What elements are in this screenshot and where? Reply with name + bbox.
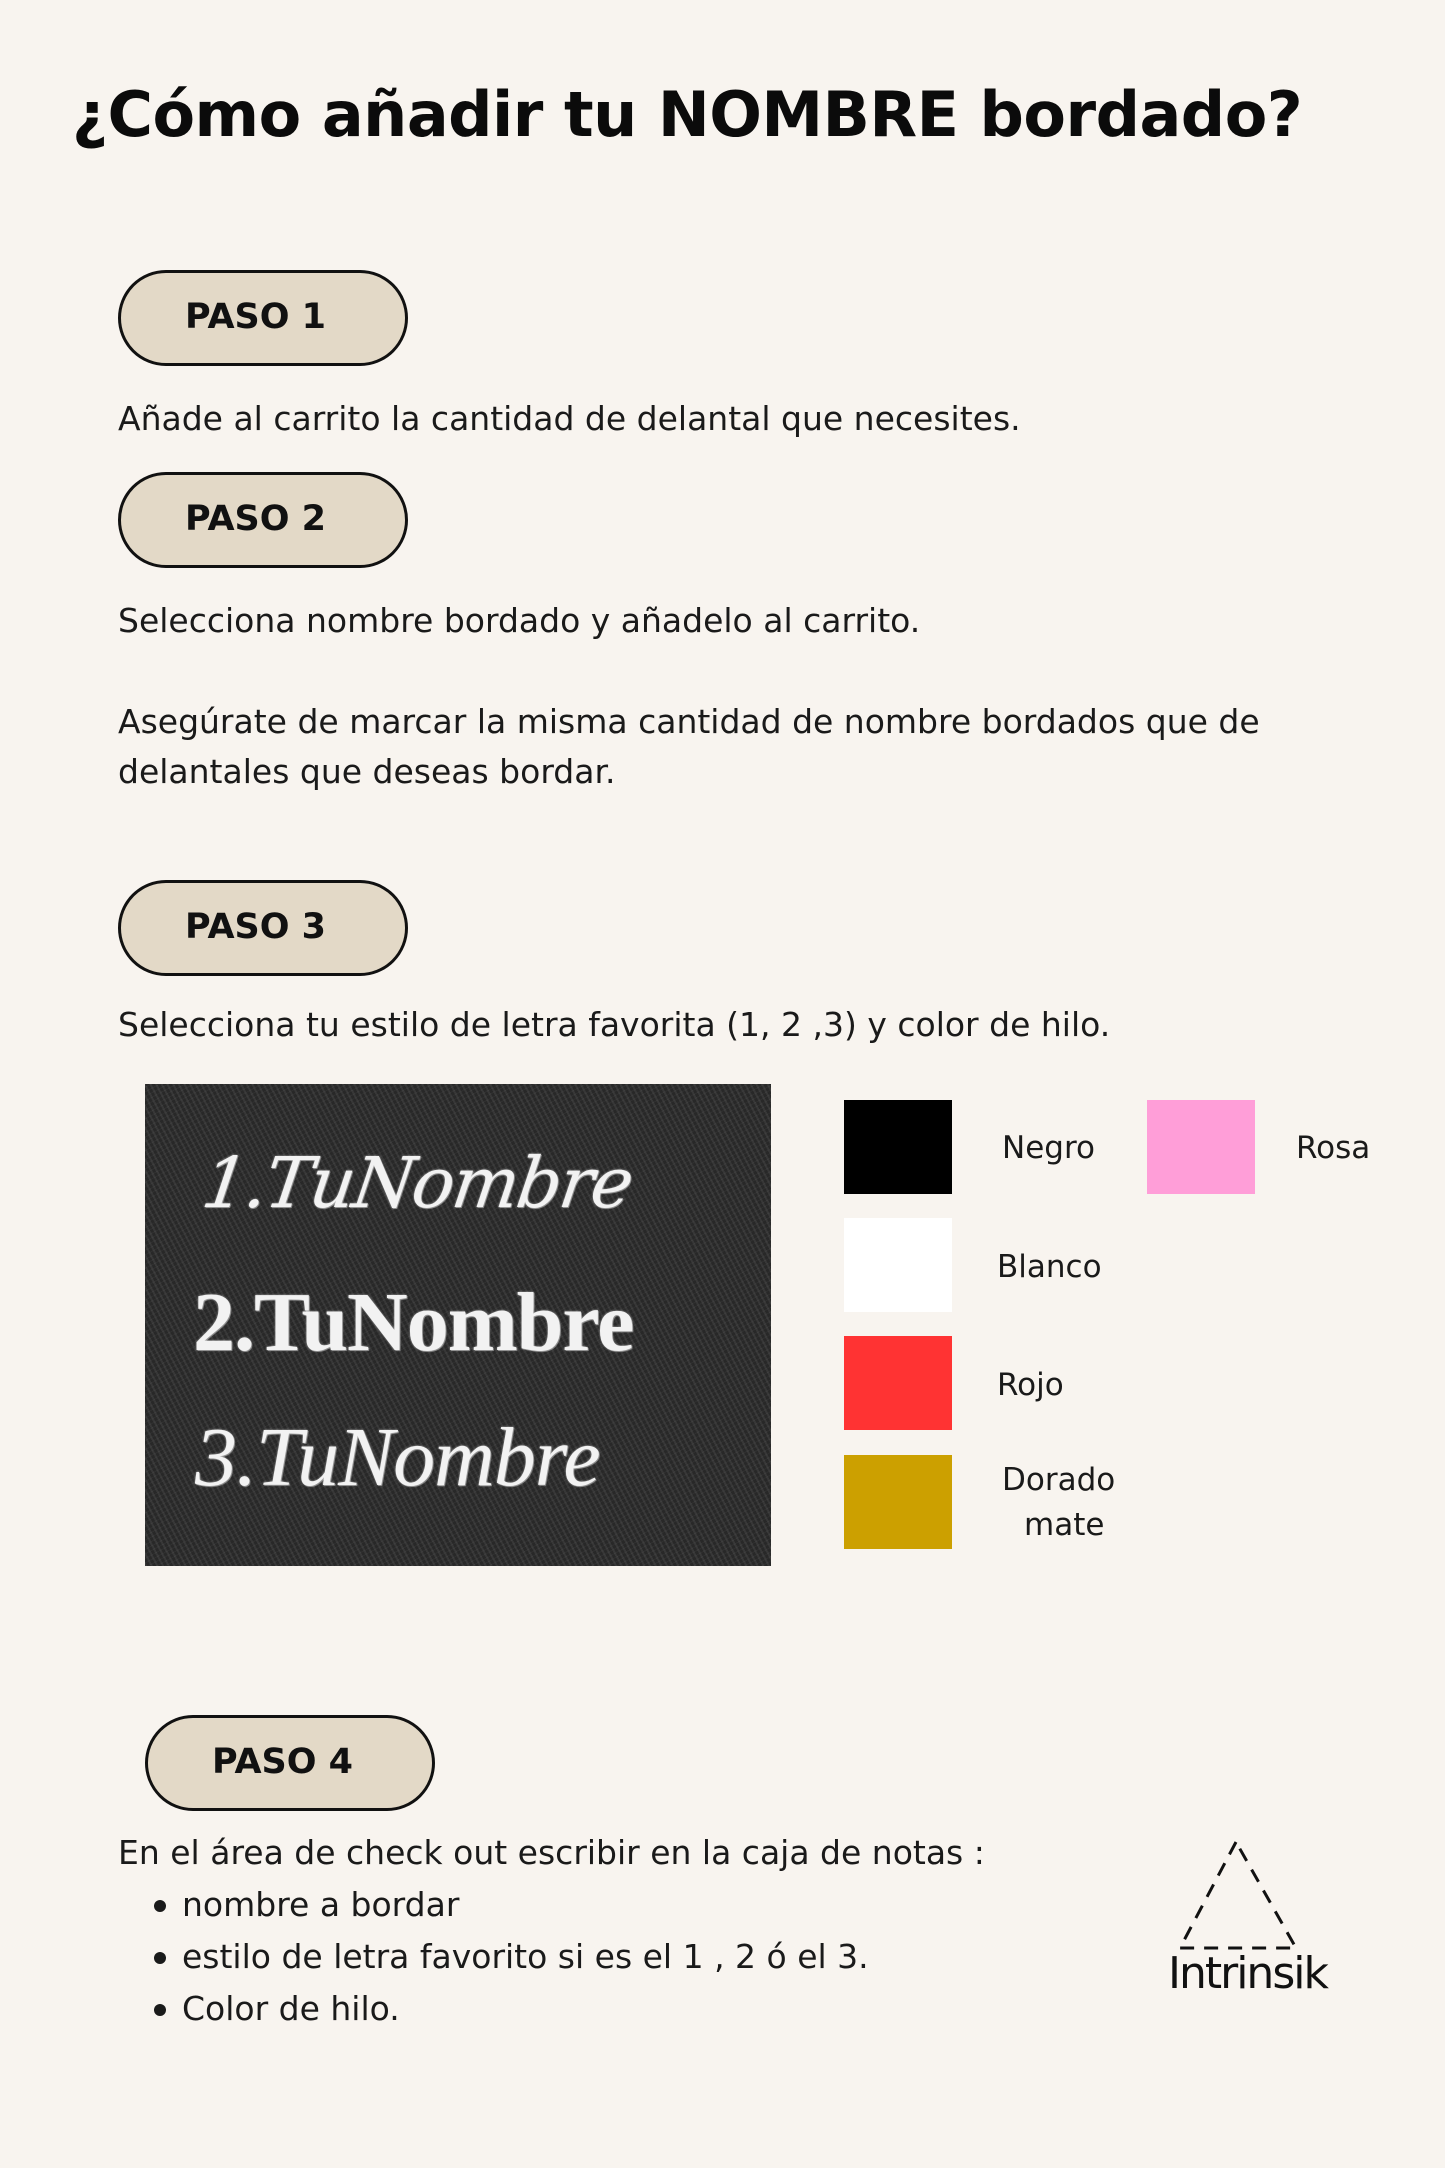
step-2-note-line-1: Asegúrate de marcar la misma cantidad de nombre bordados que de	[118, 702, 1260, 741]
swatch-rosa	[1147, 1100, 1255, 1194]
bullet-icon	[154, 1952, 166, 1964]
swatch-negro	[844, 1100, 952, 1194]
logo-text: Intrinsik	[1168, 1948, 1327, 1999]
step-4-badge	[145, 1715, 435, 1811]
swatch-blanco	[844, 1218, 952, 1312]
step-2-text: Selecciona nombre bordado y añadelo al carrito.	[118, 601, 921, 640]
swatch-negro-label: Negro	[1002, 1130, 1095, 1166]
step-2-label: PASO 2	[185, 499, 327, 539]
font-style-1-sample: 1.TuNombre	[197, 1142, 637, 1224]
swatch-rojo	[844, 1336, 952, 1430]
bullet-icon	[154, 2004, 166, 2016]
step-2-badge	[118, 472, 408, 568]
font-style-2-sample: 2.TuNombre	[193, 1276, 634, 1369]
swatch-rosa-label: Rosa	[1296, 1130, 1371, 1166]
swatch-dorado-label-line-1: Dorado	[1002, 1462, 1116, 1498]
step-4-label: PASO 4	[212, 1742, 354, 1782]
bullet-text: Color de hilo.	[182, 1989, 400, 2028]
intrinsik-logo	[1160, 1836, 1330, 2006]
swatch-rojo-label: Rojo	[997, 1367, 1064, 1403]
step-3-label: PASO 3	[185, 907, 327, 947]
bullet-text: nombre a bordar	[182, 1885, 460, 1924]
step-1-badge	[118, 270, 408, 366]
embroidery-sample-image	[145, 1084, 771, 1566]
bullet-text: estilo de letra favorito si es el 1 , 2 ó el 3.	[182, 1937, 869, 1976]
font-style-3-sample: 3.TuNombre	[195, 1411, 600, 1504]
step-2-note-line-2: delantales que deseas bordar.	[118, 752, 616, 791]
step-4-text: En el área de check out escribir en la caja de notas :	[118, 1833, 985, 1872]
step-1-text: Añade al carrito la cantidad de delantal que necesites.	[118, 399, 1021, 438]
bullet-icon	[154, 1900, 166, 1912]
page-title: ¿Cómo añadir tu NOMBRE bordado?	[72, 78, 1303, 151]
step-3-badge	[118, 880, 408, 976]
swatch-dorado-label-line-2: mate	[1024, 1507, 1105, 1543]
step-1-label: PASO 1	[185, 297, 327, 337]
swatch-dorado-mate	[844, 1455, 952, 1549]
step-3-text: Selecciona tu estilo de letra favorita (1, 2 ,3) y color de hilo.	[118, 1005, 1111, 1044]
swatch-blanco-label: Blanco	[997, 1249, 1102, 1285]
